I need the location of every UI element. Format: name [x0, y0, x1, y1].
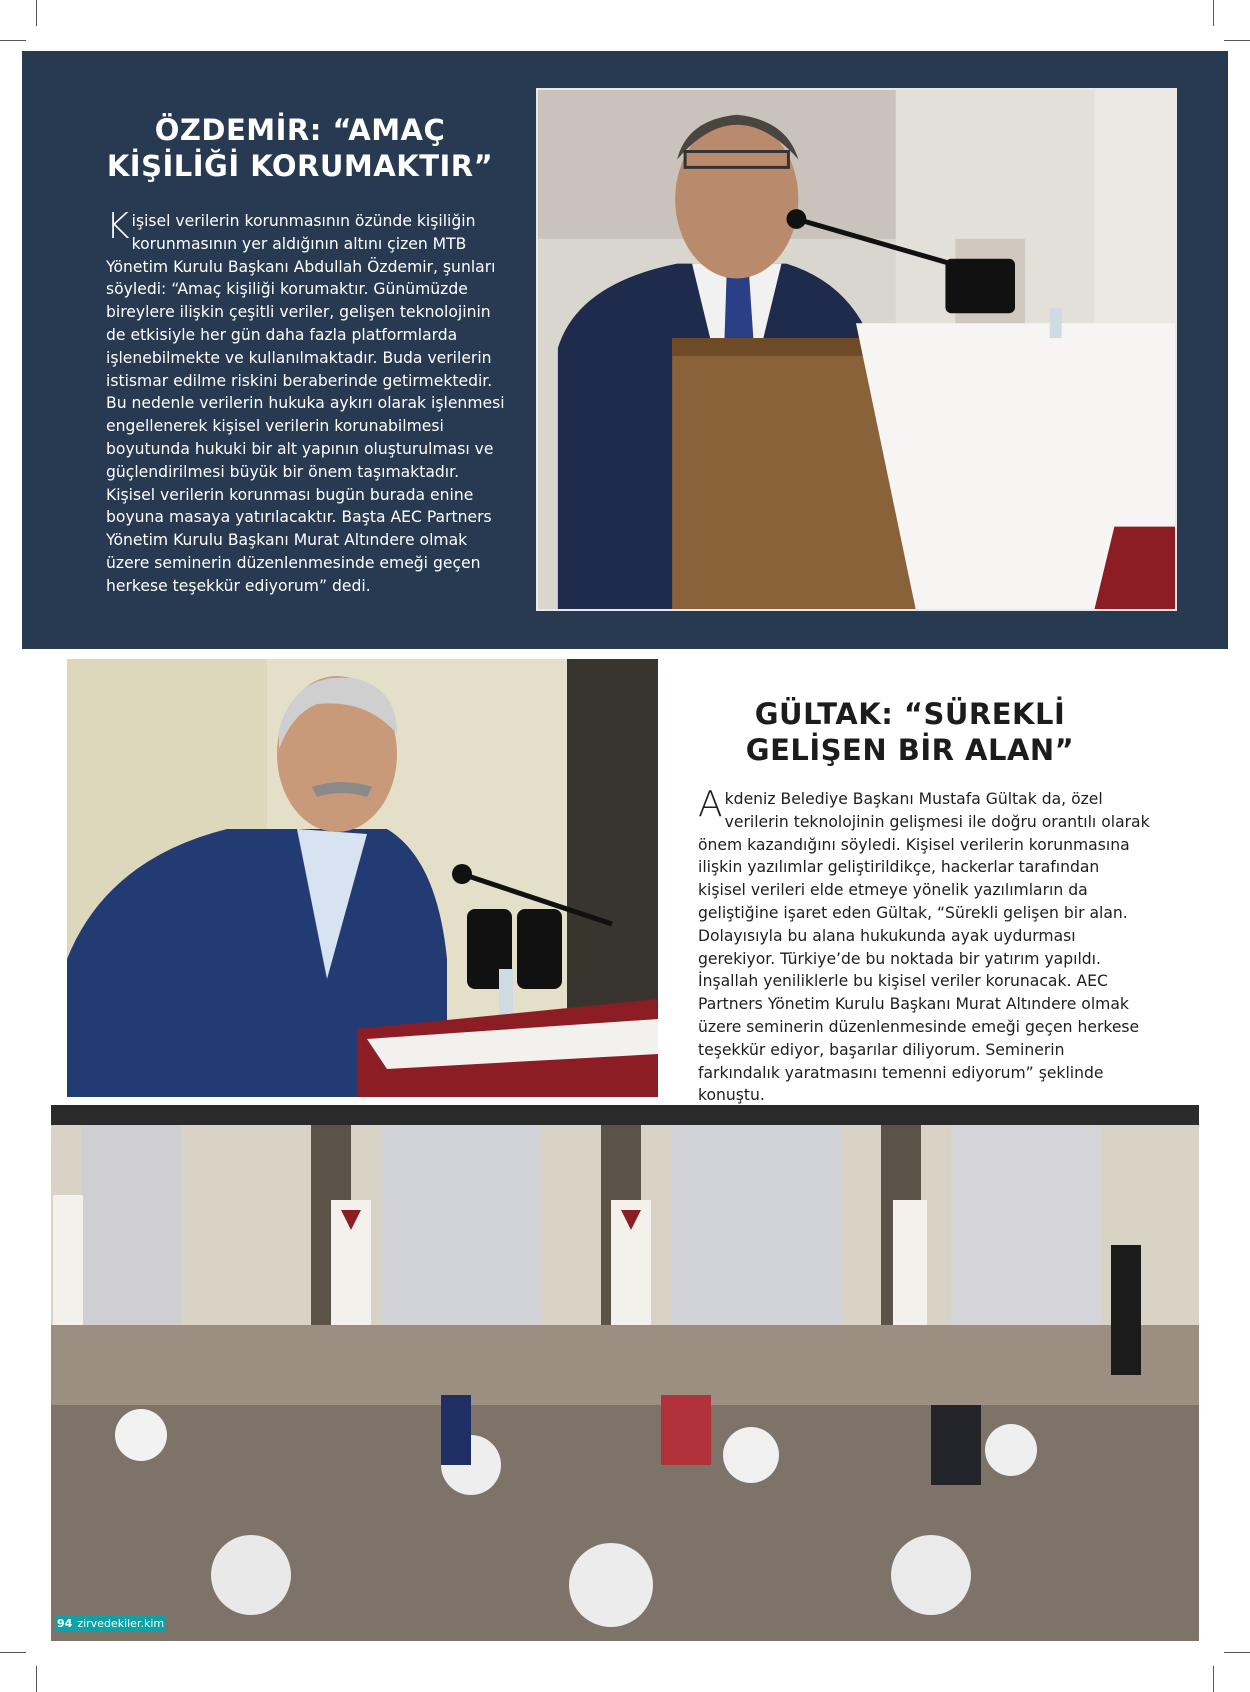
section2-title-line1: GÜLTAK: “SÜREKLİ [754, 697, 1066, 731]
crop-mark [0, 1652, 26, 1653]
crop-mark [36, 0, 37, 26]
section1-title-line1: ÖZDEMİR: “AMAÇ [154, 113, 446, 147]
crop-mark [1213, 1666, 1214, 1692]
section1-body-text: işisel verilerin korunmasının özünde kişiliğin korunmasının yer aldığının altını çizen MTB Yönetim Kurulu Başkanı Abdullah Özdemir, şunları söyledi: “Amaç kişiliği korumaktır. Günümüzde bireylere ilişkin çeşitli veriler, gelişen teknolojinin de etkisiyle her gün daha fazla platformlarda işlenebilmekte ve kullanılmaktadır. Buda verilerin istismar edilme riskini beraberinde getirmektedir. Bu nedenle verilerin hukuka aykırı olarak işlenmesi engellenerek kişisel verilerin korunabilmesi boyutunda hukuki bir alt yapının oluşturulması ve güçlendirilmesi büyük bir önem taşımaktadır. Kişisel verilerin korunması bugün burada enine boyuna masaya yatırılacaktır. Başta AEC Partners Yönetim Kurulu Başkanı Murat Altındere olmak üzere seminerin düzenlenmesinde emeği geçen herkese teşekkür ediyorum” dedi. [106, 212, 505, 595]
crop-mark [0, 40, 26, 41]
crop-mark [1213, 0, 1214, 26]
section2-title-line2: GELİŞEN BİR ALAN” [745, 733, 1075, 767]
section2-body [698, 784, 1150, 1107]
audience-hall-photo [51, 1105, 1199, 1641]
section1-title-line2: KİŞİLİĞİ KORUMAKTIR” [106, 149, 494, 183]
crop-mark [36, 1666, 37, 1692]
page-footer [55, 1617, 166, 1630]
crop-mark [1224, 40, 1250, 41]
section2-title [720, 696, 1100, 768]
section2-body-text: kdeniz Belediye Başkanı Mustafa Gültak da, özel verilerin teknolojinin gelişmesi ile doğru orantılı olarak önem kazandığını söyledi. Kişisel verilerin korunmasına ilişkin yazılımlar geliştirildikçe, hackerlar tarafından kişisel verileri elde etmeye yönelik yazılımların da geliştiğine işaret eden Gültak, “Sürekli gelişen bir alan. Dolayısıyla bu alana hukukunda ayak uydurması gerekiyor. Türkiye’de bu noktada bir yatırım yapıldı. İnşallah yeniliklerle bu kişisel veriler korunacak. AEC Partners Yönetim Kurulu Başkanı Murat Altındere olmak üzere seminerin düzenlenmesinde emeği geçen herkese teşekkür ediyor, başarılar diliyorum. Seminerin farkındalık yaratmasını temenni ediyorum” şeklinde konuştu. [698, 790, 1150, 1105]
section2-dropcap: A [698, 784, 723, 825]
section1-body [106, 206, 506, 598]
page-number: 94 [57, 1617, 73, 1630]
speaker-photo-ozdemir [536, 88, 1177, 611]
section1-dropcap: K [106, 206, 130, 247]
speaker-photo-gultak [67, 659, 658, 1097]
section1-title [100, 112, 500, 184]
footer-site: zirvedekiler.kim [74, 1616, 166, 1631]
crop-mark [1224, 1652, 1250, 1653]
